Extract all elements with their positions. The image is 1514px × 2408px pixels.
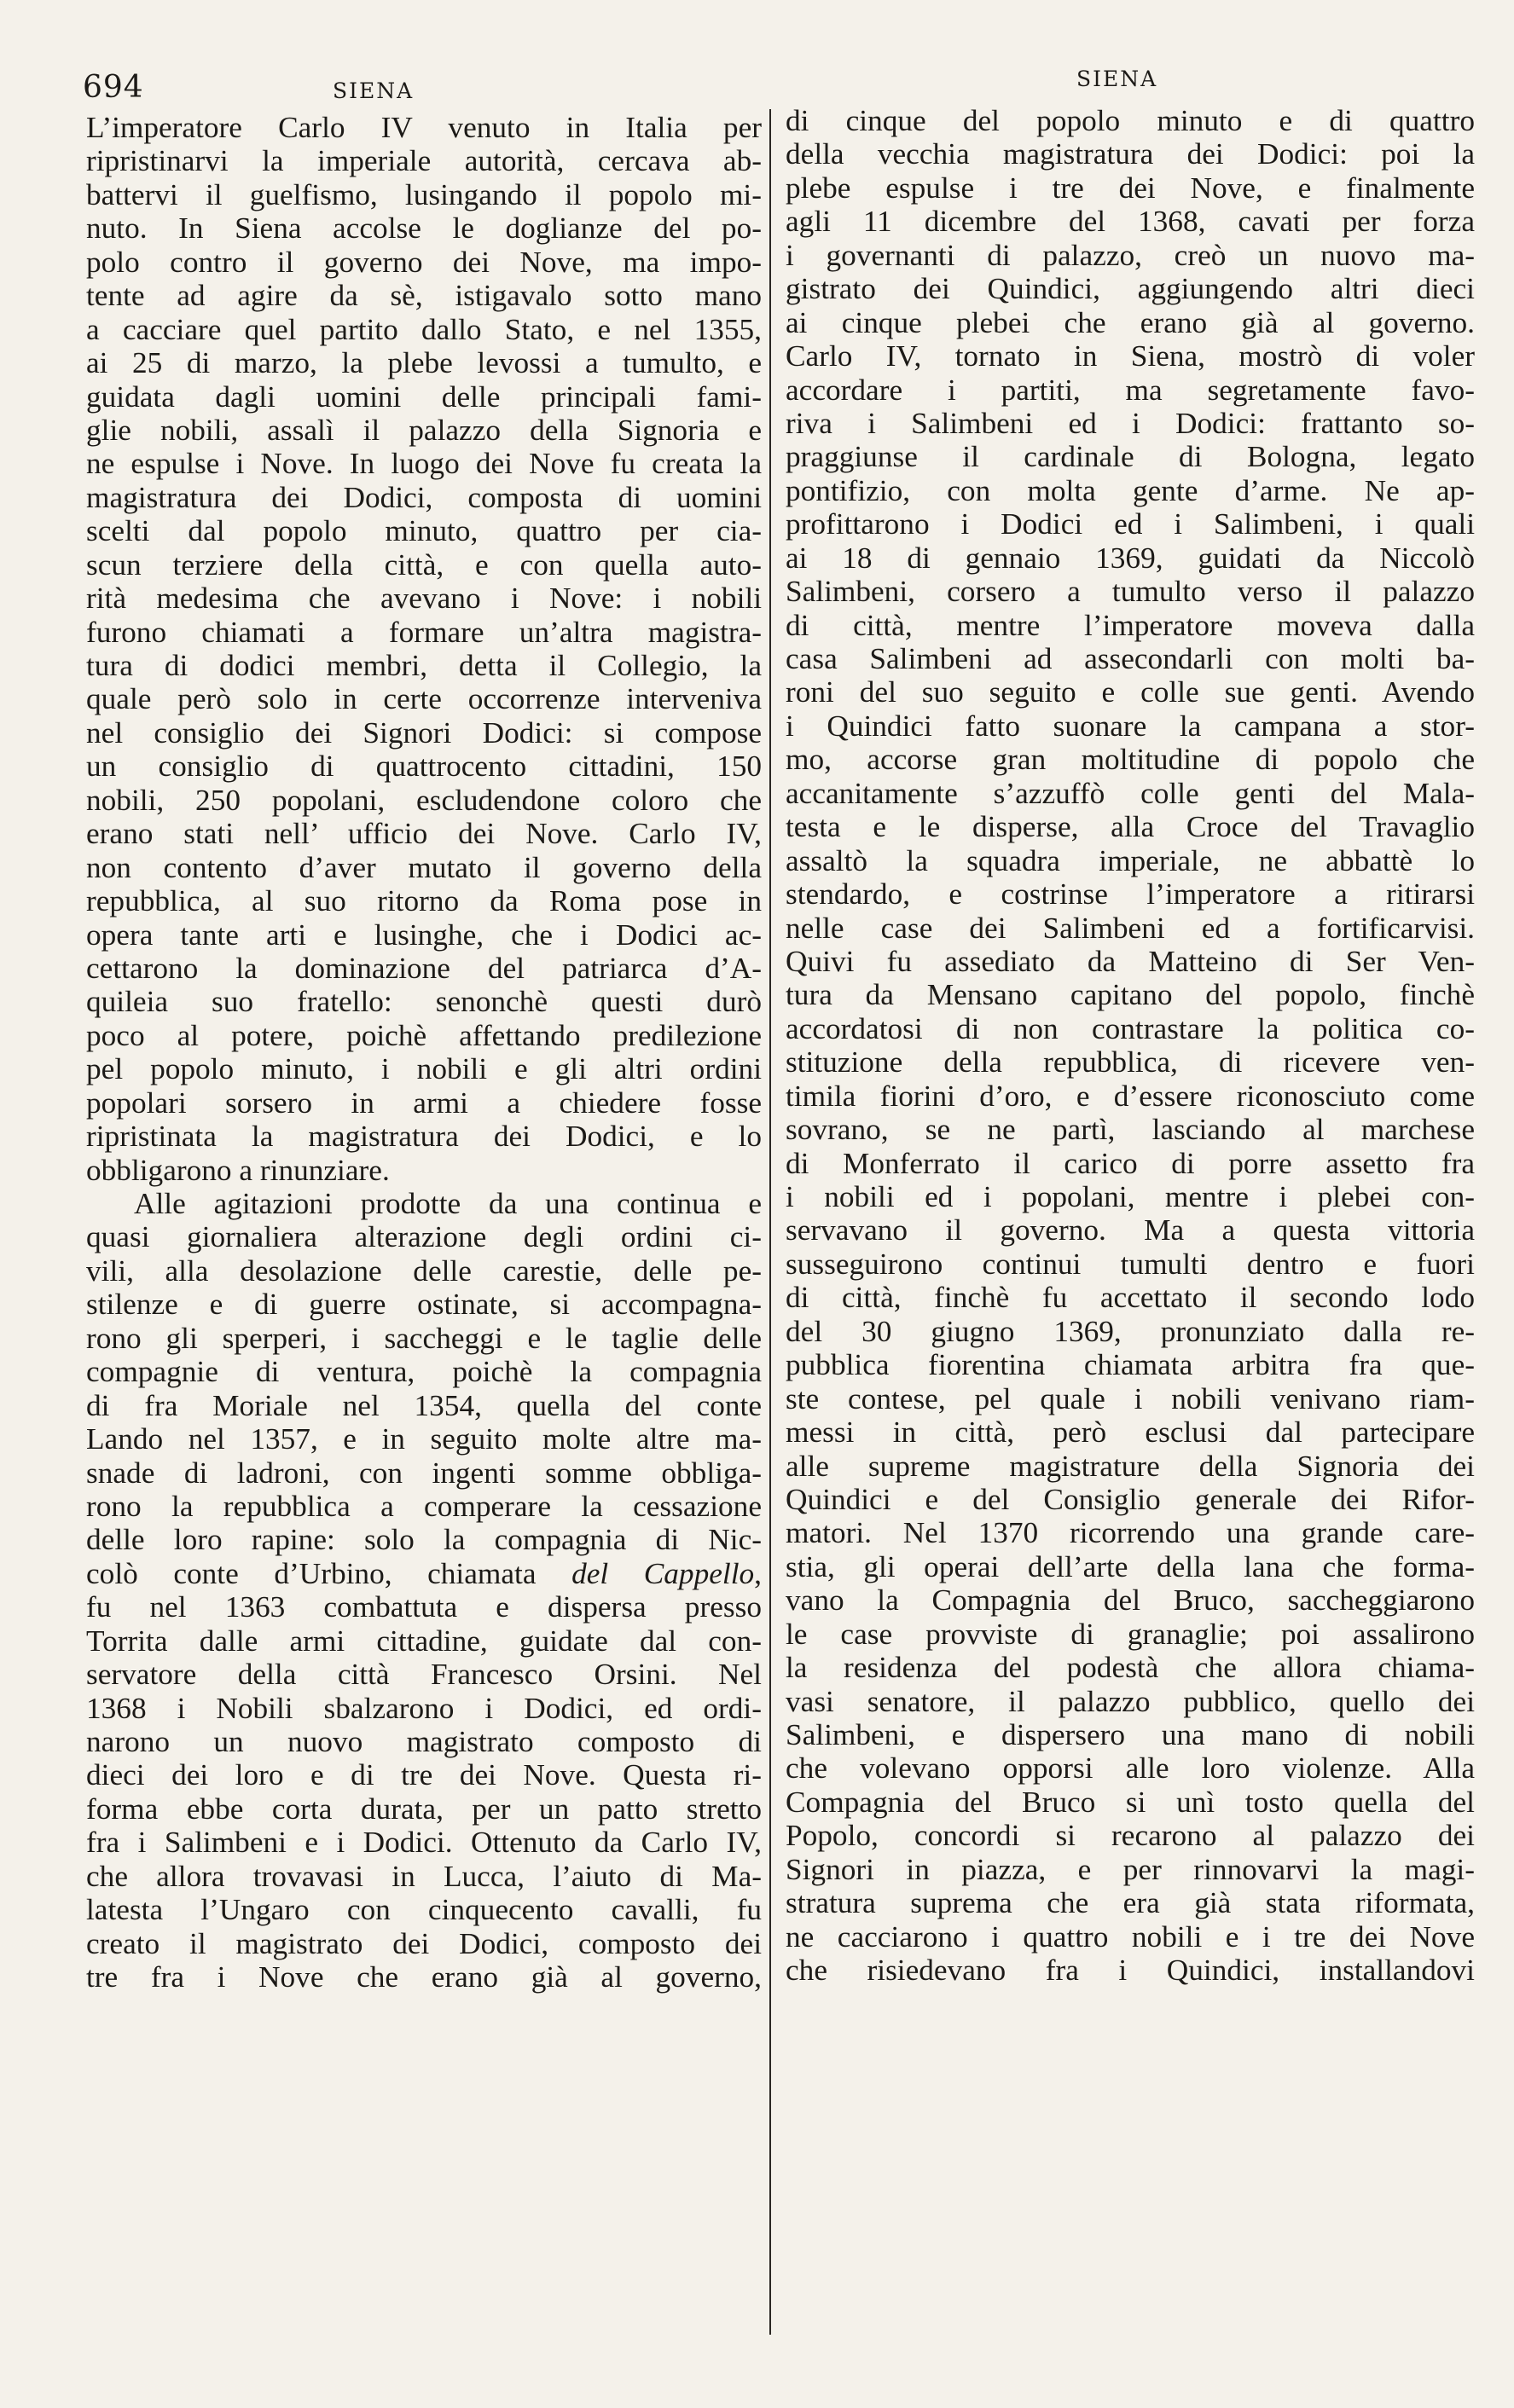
text-line: non contento d’aver mutato il governo della — [86, 850, 762, 884]
text-line: sovrano, se ne partì, lasciando al marchese — [786, 1113, 1475, 1147]
text-line: nelle case dei Salimbeni ed a fortificarvisi. — [786, 911, 1475, 945]
text-line: narono un nuovo magistrato composto di — [86, 1725, 762, 1758]
text-line: obbligarono a rinunziare. — [86, 1153, 390, 1187]
text-line: Compagnia del Bruco si unì tosto quella del — [786, 1785, 1475, 1819]
text-line: profittarono i Dodici ed i Salimbeni, i quali — [786, 507, 1475, 541]
text-line: Signori in piazza, e per rinnovarvi la magi- — [786, 1852, 1475, 1886]
text-line: ai 18 di gennaio 1369, guidati da Niccolò — [786, 541, 1475, 575]
text-line: testa e le disperse, alla Croce del Travaglio — [786, 810, 1475, 844]
text-line: stratura suprema che era già stata riformata, — [786, 1886, 1475, 1920]
text-line: magistratura dei Dodici, composta di uomini — [86, 480, 762, 514]
text-line: polo contro il governo dei Nove, ma impo- — [86, 245, 762, 279]
text-line: che risiedevano fra i Quindici, installandovi — [786, 1954, 1475, 1988]
text-line: delle loro rapine: solo la compagnia di Nic- — [86, 1523, 762, 1557]
text-line: Popolo, concordi si recarono al palazzo dei — [786, 1819, 1475, 1853]
text-line: di cinque del popolo minuto e di quattro — [786, 104, 1475, 137]
text-line: accordare i partiti, ma segretamente favo- — [786, 373, 1475, 407]
text-line: rità medesima che avevano i Nove: i nobili — [86, 582, 762, 616]
text-line: fu nel 1363 combattuta e dispersa presso — [86, 1590, 762, 1624]
text-line: furono chiamati a formare un’altra magistra- — [86, 615, 762, 649]
text-line: ne cacciarono i quattro nobili e i tre dei Nove — [786, 1919, 1475, 1954]
text-line: di Monferrato il carico di porre assetto fra — [786, 1146, 1475, 1180]
text-line: ai 25 di marzo, la plebe levossi a tumulto, e — [86, 346, 762, 380]
text-line: vili, alla desolazione delle carestie, delle pe- — [86, 1253, 762, 1288]
text-line: a cacciare quel partito dallo Stato, e nel 1355, — [86, 312, 762, 346]
text-line: timila fiorini d’oro, e d’essere riconosciuto come — [786, 1079, 1475, 1113]
text-line: accordatosi di non contrastare la politica co- — [786, 1011, 1475, 1045]
text-line: latesta l’Ungaro con cinquecento cavalli, fu — [86, 1893, 762, 1927]
text-line: le case provviste di granaglie; poi assalirono — [786, 1617, 1475, 1651]
text-line: che allora trovavasi in Lucca, l’aiuto di Ma- — [86, 1859, 762, 1893]
text-line: servavano il governo. Ma a questa vittoria — [786, 1213, 1475, 1247]
text-line: quasi giornaliera alterazione degli ordini ci- — [86, 1220, 762, 1254]
text-line: Torrita dalle armi cittadine, guidate dal con- — [86, 1624, 762, 1658]
text-line: snade di ladroni, con ingenti somme obbliga- — [86, 1456, 762, 1490]
text-line: un consiglio di quattrocento cittadini, 150 — [86, 750, 762, 784]
text-line: guidata dagli uomini delle principali fami- — [86, 379, 762, 414]
text-line: L’imperatore Carlo IV venuto in Italia per — [86, 111, 762, 144]
text-line: i Quindici fatto suonare la campana a stor- — [786, 709, 1475, 743]
text-line: popolari sorsero in armi a chiedere fosse — [86, 1085, 762, 1120]
text-line: poco al potere, poichè affettando predilezione — [86, 1018, 762, 1052]
text-line: vano la Compagnia del Bruco, saccheggiarono — [786, 1583, 1475, 1618]
text-line: opera tante arti e lusinghe, che i Dodici ac- — [86, 917, 762, 952]
text-line: della vecchia magistratura dei Dodici: poi la — [786, 137, 1475, 171]
text-line: agli 11 dicembre del 1368, cavati per forza — [786, 205, 1475, 239]
text-line: messi in città, però esclusi dal partecipare — [786, 1415, 1475, 1450]
text-line: vasi senatore, il palazzo pubblico, quello dei — [786, 1684, 1475, 1718]
text-line: stia, gli operai dell’arte della lana che forma- — [786, 1549, 1475, 1583]
text-line: alle supreme magistrature della Signoria dei — [786, 1449, 1475, 1483]
text-line: battervi il guelfismo, lusingando il popolo mi- — [86, 177, 762, 211]
text-line: nuto. In Siena accolse le doglianze del po- — [86, 211, 762, 246]
text-line: nel consiglio dei Signori Dodici: si compose — [86, 715, 762, 750]
text-line: tura di dodici membri, detta il Collegio, la — [86, 649, 762, 682]
running-head-right: SIENA — [1076, 67, 1158, 91]
text-line: erano stati nell’ ufficio dei Nove. Carlo IV, — [86, 817, 762, 851]
text-line: susseguirono continui tumulti dentro e fuori — [786, 1247, 1475, 1281]
text-line: fra i Salimbeni e i Dodici. Ottenuto da Carlo IV, — [86, 1826, 762, 1860]
text-line: cettarono la dominazione del patriarca d’A- — [86, 951, 762, 985]
text-line: pel popolo minuto, i nobili e gli altri ordini — [86, 1052, 762, 1086]
text-line: plebe espulse i tre dei Nove, e finalmente — [786, 171, 1475, 205]
text-line: roni del suo seguito e colle sue genti. Avendo — [786, 675, 1475, 709]
text-line: forma ebbe corta durata, per un patto stretto — [86, 1792, 762, 1826]
text-line: Salimbeni, corsero a tumulto verso il palazzo — [786, 575, 1475, 609]
text-line: stendardo, e costrinse l’imperatore a ritirarsi — [786, 877, 1475, 912]
text-line: tura da Mensano capitano del popolo, finchè — [786, 978, 1475, 1012]
text-line: ripristinata la magistratura dei Dodici, e lo — [86, 1120, 762, 1154]
text-line: quileia suo fratello: senonchè questi durò — [86, 985, 762, 1019]
text-line: matori. Nel 1370 ricorrendo una grande care- — [786, 1516, 1475, 1550]
text-line: servatore della città Francesco Orsini. Nel — [86, 1658, 762, 1692]
text-line: assaltò la squadra imperiale, ne abbattè lo — [786, 843, 1475, 877]
text-line: ne espulse i Nove. In luogo dei Nove fu creata la — [86, 447, 762, 481]
text-line: tente ad agire da sè, istigavalo sotto mano — [86, 279, 762, 313]
text-line: glie nobili, assalì il palazzo della Signoria e — [86, 413, 762, 447]
text-line: gistrato dei Quindici, aggiungendo altri dieci — [786, 272, 1475, 306]
page-number: 694 — [83, 70, 144, 105]
text-line: stilenze e di guerre ostinate, si accompagna- — [86, 1288, 762, 1322]
text-line: Alle agitazioni prodotte da una continua e — [134, 1187, 762, 1220]
text-line: i nobili ed i popolani, mentre i plebei con- — [786, 1180, 1475, 1213]
text-line: casa Salimbeni ad assecondarli con molti ba- — [786, 642, 1475, 675]
text-line: riva i Salimbeni ed i Dodici: frattanto so- — [786, 406, 1475, 440]
text-line: Salimbeni, e dispersero una mano di nobili — [786, 1718, 1475, 1751]
text-line: che volevano opporsi alle loro violenze. Alla — [786, 1751, 1475, 1786]
text-line: mo, accorse gran moltitudine di popolo che — [786, 743, 1475, 777]
left-column — [86, 111, 762, 1994]
text-line: scun terziere della città, e con quella auto- — [86, 547, 762, 582]
text-line: di città, mentre l’imperatore moveva dalla — [786, 608, 1475, 642]
text-line: rono la repubblica a comperare la cessazione — [86, 1489, 762, 1523]
text-line: colò conte d’Urbino, chiamata del Cappello, — [86, 1556, 762, 1590]
text-line: scelti dal popolo minuto, quattro per cia- — [86, 514, 762, 548]
text-line: Quivi fu assediato da Matteino di Ser Ven- — [786, 944, 1475, 978]
text-line: dieci dei loro e di tre dei Nove. Questa ri- — [86, 1758, 762, 1792]
text-line: ai cinque plebei che erano già al governo. — [786, 305, 1475, 339]
text-line: rono gli sperperi, i saccheggi e le taglie delle — [86, 1321, 762, 1355]
text-line: Lando nel 1357, e in seguito molte altre ma- — [86, 1422, 762, 1456]
column-divider — [769, 109, 771, 2335]
text-line: del 30 giugno 1369, pronunziato dalla re- — [786, 1314, 1475, 1348]
text-line: tre fra i Nove che erano già al governo, — [86, 1960, 762, 1994]
text-line: ripristinarvi la imperiale autorità, cercava ab- — [86, 144, 762, 178]
text-line: stituzione della repubblica, di ricevere ven- — [786, 1045, 1475, 1080]
text-line: ste contese, pel quale i nobili venivano riam- — [786, 1381, 1475, 1415]
text-line: creato il magistrato dei Dodici, composto dei — [86, 1926, 762, 1960]
text-line: pubblica fiorentina chiamata arbitra fra que- — [786, 1348, 1475, 1382]
text-line: repubblica, al suo ritorno da Roma pose in — [86, 884, 762, 918]
text-line: compagnie di ventura, poichè la compagnia — [86, 1355, 762, 1389]
text-line: 1368 i Nobili sbalzarono i Dodici, ed ordi- — [86, 1691, 762, 1725]
text-line: nobili, 250 popolani, escludendone coloro che — [86, 783, 762, 817]
text-line: Quindici e del Consiglio generale dei Rifor- — [786, 1482, 1475, 1516]
text-line: di fra Moriale nel 1354, quella del conte — [86, 1388, 762, 1422]
text-line: quale però solo in certe occorrenze interveniva — [86, 682, 762, 716]
text-line: la residenza del podestà che allora chiama- — [786, 1651, 1475, 1685]
running-head-left: SIENA — [333, 78, 415, 103]
text-line: Carlo IV, tornato in Siena, mostrò di voler — [786, 339, 1475, 373]
text-line: praggiunse il cardinale di Bologna, legato — [786, 440, 1475, 474]
text-line: i governanti di palazzo, creò un nuovo ma- — [786, 238, 1475, 272]
text-line: pontifizio, con molta gente d’arme. Ne ap- — [786, 473, 1475, 507]
right-column — [786, 104, 1475, 1988]
text-line: accanitamente s’azzuffò colle genti del Mala- — [786, 776, 1475, 810]
text-line: di città, finchè fu accettato il secondo lodo — [786, 1281, 1475, 1315]
